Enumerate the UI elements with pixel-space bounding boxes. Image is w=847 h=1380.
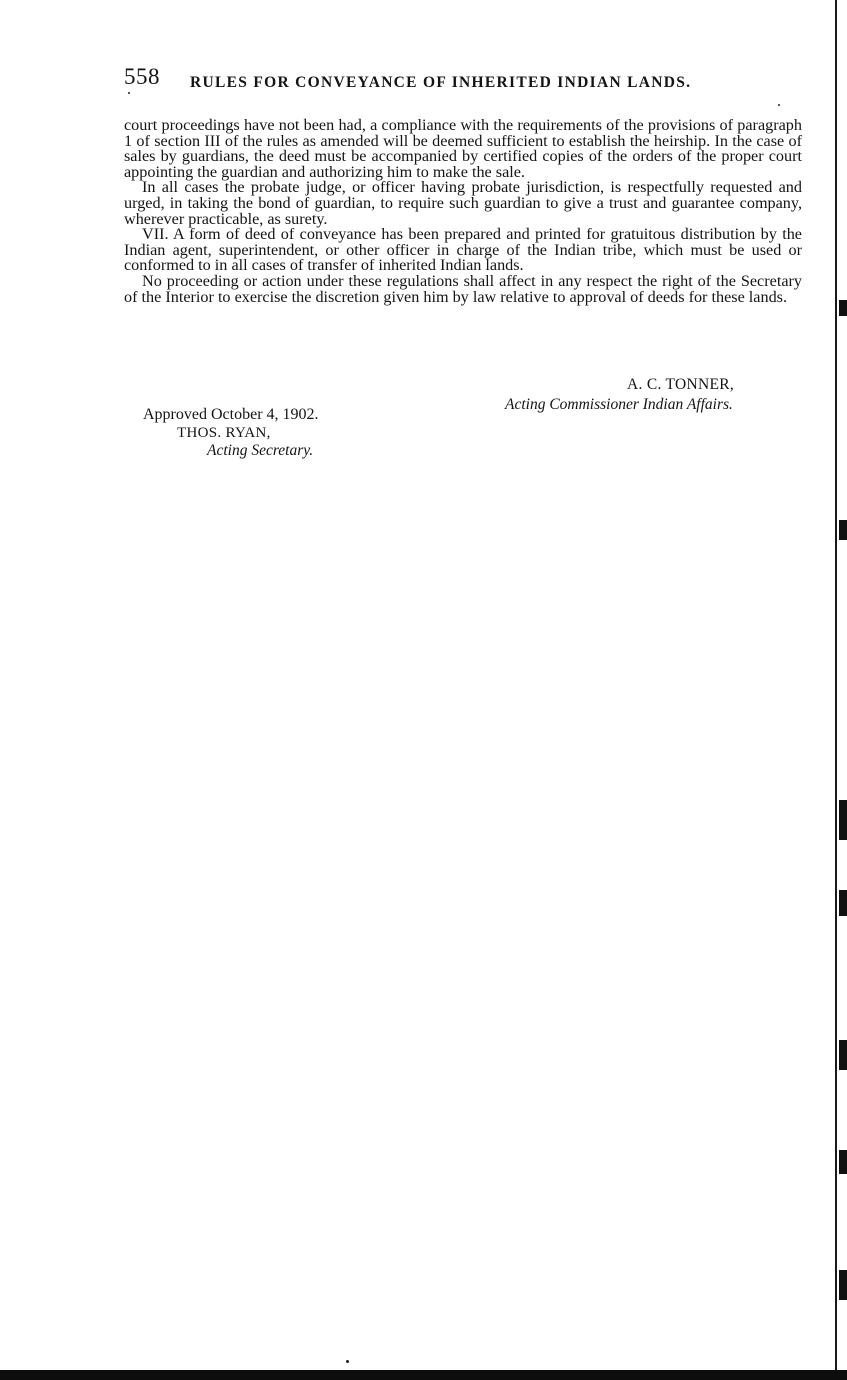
print-speck xyxy=(778,104,780,106)
print-speck xyxy=(346,1360,349,1363)
body-text xyxy=(124,118,802,305)
page-bottom-edge xyxy=(0,1370,847,1380)
edge-mark xyxy=(839,1040,847,1070)
paragraph: VII. A form of deed of conveyance has been prepared and printed for gratuitous distribution by the Indian agent, superintendent, or other officer in charge of the Indian tribe, which must be used or conformed to in all cases of transfer of inherited Indian lands. xyxy=(124,225,802,275)
running-head xyxy=(124,64,784,96)
edge-mark xyxy=(839,520,847,540)
approver-title: Acting Secretary. xyxy=(207,442,314,459)
edge-mark xyxy=(839,800,847,840)
signatory-name: A. C. TONNER, xyxy=(627,376,735,393)
page-number: 558 xyxy=(124,64,160,89)
edge-mark xyxy=(839,1270,847,1300)
edge-mark xyxy=(839,890,847,916)
paragraph: No proceeding or action under these regulations shall affect in any respect the right of the Secretary of the Interior to exercise the discretion given him by law relative to approval of deeds for these lands. xyxy=(124,271,802,306)
edge-mark xyxy=(839,300,847,316)
signatory-title: Acting Commissioner Indian Affairs. xyxy=(505,396,733,413)
approver-name: THOS. RYAN, xyxy=(177,425,271,441)
approval-line: Approved October 4, 1902. xyxy=(143,406,319,423)
print-speck xyxy=(128,92,130,94)
paragraph: In all cases the probate judge, or officer having probate jurisdiction, is respectfully requested and urged, in taking the bond of guardian, to require such guardian to give a trust and guarantee company, wherever practicable, as surety. xyxy=(124,178,802,228)
edge-mark xyxy=(839,1150,847,1174)
running-title: RULES FOR CONVEYANCE OF INHERITED INDIAN LANDS. xyxy=(190,74,692,91)
paragraph: court proceedings have not been had, a compliance with the requirements of the provisions of paragraph 1 of section III of the rules as amended will be deemed sufficient to establish the heirship. In the case of sales by guardians, the deed must be accompanied by certified copies of the orders of the proper court appointing the guardian and authorizing him to make the sale. xyxy=(124,116,802,181)
